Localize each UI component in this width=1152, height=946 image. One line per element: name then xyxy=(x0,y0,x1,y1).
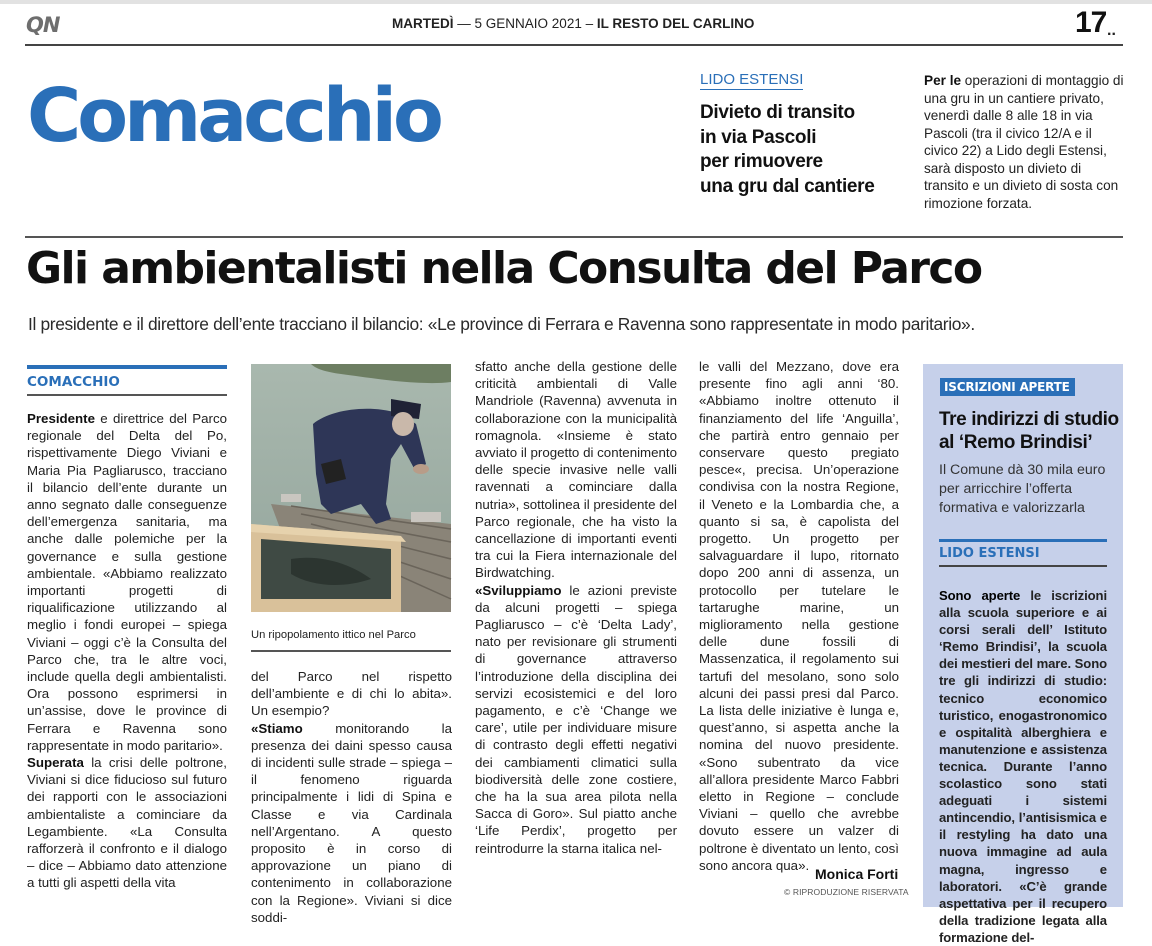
article-photo[interactable] xyxy=(251,364,451,612)
paragraph-text: la crisi delle poltrone, Viviani si dice fiducioso sul futuro dei rapporti con le associazioni ambientaliste a cominciare da Legambiente. «La Consulta rafforzerà il confronto e il dialogo – dice – Abbiamo dato attenzione a tutti gli aspetti della vita xyxy=(27,755,227,891)
brief-text: operazioni di montaggio di una gru in un cantiere privato, venerdì dalle 8 alle 18 in via Pascoli (tra il civico 12/A e il civico 22) a Lido degli Estensi, sarà disposto un divieto di transito e un divieto di sosta con rimozione forzata. xyxy=(924,73,1124,211)
paragraph xyxy=(699,358,899,874)
sidebar-kicker-label: LIDO ESTENSI xyxy=(939,546,1040,561)
article-column-3 xyxy=(475,358,677,857)
sidebar-subtitle: Il Comune dà 30 mila euro per arricchire l’offerta formativa e valorizzarla xyxy=(939,462,1106,516)
sidebar-title-line: al ‘Remo Brindisi’ xyxy=(939,432,1093,453)
dateline-sep2: – xyxy=(585,16,594,31)
paragraph xyxy=(251,668,452,720)
paragraph-lead: «Sviluppiamo xyxy=(475,582,562,598)
dateline-newspaper: IL RESTO DEL CARLINO xyxy=(596,16,755,31)
paragraph-lead: Presidente xyxy=(27,411,95,426)
paragraph-text: del Parco nel rispetto dell’ambiente e di chi lo abita». Un esempio? xyxy=(251,669,452,719)
paragraph xyxy=(27,410,227,754)
article-column-1 xyxy=(27,410,227,892)
paragraph xyxy=(475,358,677,582)
dateline-date: 5 GENNAIO 2021 xyxy=(474,16,582,31)
sidebar-tag: ISCRIZIONI APERTE xyxy=(940,378,1075,396)
kicker-bar-bottom xyxy=(27,394,227,396)
article-headline[interactable]: Gli ambientalisti nella Consulta del Parco xyxy=(26,243,982,294)
dateline-sep1: — xyxy=(457,16,471,31)
paragraph xyxy=(27,754,227,892)
sidebar-lead: Sono aperte xyxy=(939,588,1021,603)
photo-caption: Un ripopolamento ittico nel Parco xyxy=(251,629,416,641)
kicker-label: COMACCHIO xyxy=(27,374,120,390)
sidebar-text: le iscrizioni alla scuola superiore e ai corsi serali dell’ Istituto ‘Remo Brindisi’, la scuola dei mestieri del mare. Sono tre gli indirizzi di studio: tecnico economico turistico, enogastronomico e ospitalità alberghiera e manutenzione e assistenza tecnica. Durante l’anno scolastico sono stati adeguati i sistemi antincendio, l’antisismica e il restyling ha dato una nuova immagine ad aula magna, ingresso e laboratori. «C’è grande aspettativa per il recupero della tradizione legata alla formazione del- xyxy=(939,588,1107,945)
top-strip xyxy=(0,0,1152,4)
headline-divider xyxy=(25,236,1123,238)
dateline xyxy=(392,16,754,31)
paragraph xyxy=(475,582,677,857)
brief-title-line: per rimuovere xyxy=(700,151,823,172)
paragraph-text: e direttrice del Parco regionale del Delta del Po, rispettivamente Diego Viviani e Maria Pia Pagliarusco, tracciano il bilancio dell’ente durante un anno segnato dalle conseguenze dell’emergenza sanitaria, ma anche dalle polemiche per la governance e sulla gestione ambientale. «Abbiamo realizzato importanti progetti di riqualificazione utilizzando al meglio i fondi europei – spiega Viviani – oggi c’è la Consulta del Parco che, tra le altre voci, include quella degli ambientalisti. Ora possono esprimersi in un’assise, dove le province di Ferrara e Ravenna sono rappresentate in modo paritario». xyxy=(27,411,227,753)
paragraph xyxy=(251,720,452,926)
article-kicker xyxy=(27,365,227,396)
masthead-divider xyxy=(25,44,1123,46)
copyright-notice: © RIPRODUZIONE RISERVATA xyxy=(784,887,909,897)
paragraph-text: le valli del Mezzano, dove era presente fino agli anni ‘80. «Abbiamo inoltre ottenuto il finanziamento del life ‘Anguilla’, che partirà entro gennaio per conservare questo pregiato pesce«, precisa. Un’operazione condivisa con la nostra Regione, il Veneto e la Lombardia che, a quanto si sa, è capolista del progetto. Un progetto per salvaguardare il lupo, ritornato dopo 200 anni di assenza, un protocollo per tutelare le tartarughe marine, un miglioramento nella gestione delle dune fossili di Massenzatica, il regolamento sui tartufi del mesolano, sono solo alcuni dei passi presi dal Parco. La lista delle iniziative è lunga e, quest’anno, si aspetta anche la nomina del nuovo presidente. «Sono subentrato da vice all’allora presidente Marco Fabbri eletto in Regione – conclude Viviani – quello che avrebbe dovuto essere un valzer di poltrone è diventato un lento, così sono ancora qua». xyxy=(699,359,899,873)
sidebar-body xyxy=(939,587,1107,946)
brief-title-line: Divieto di transito xyxy=(700,102,855,123)
sidebar-kicker xyxy=(939,539,1107,567)
page-dots: .. xyxy=(1107,22,1116,39)
paragraph-text: sfatto anche della gestione delle criticità ambientali di Valle Mandriole (Ravenna) avvenuta in collaborazione con la municipalità romagnola. «Insieme è stato avviato il progetto di contenimento delle specie invasive nelle valli ravennati a cominciare dalla nutria», sottolinea il presidente del Parco regionale, che ha visto la cancellazione di importanti eventi tra cui la Fiera internazionale del Birdwatching. xyxy=(475,359,677,581)
brief-body xyxy=(924,72,1129,212)
photo-ranger-fish-tank xyxy=(251,364,451,612)
sidebar-kicker-bar-bottom xyxy=(939,565,1107,567)
brief-title[interactable] xyxy=(700,101,900,199)
brief-lead: Per le xyxy=(924,73,962,88)
brief-title-line: una gru dal cantiere xyxy=(700,175,875,197)
paragraph-lead: Superata xyxy=(27,755,84,771)
article-subheadline: Il presidente e il direttore dell’ente tracciano il bilancio: «Le province di Ferrara e Ravenna sono rappresentate in modo paritario». xyxy=(28,314,975,334)
article-byline: Monica Forti xyxy=(815,866,899,882)
paragraph-text: monitorando la presenza dei daini spesso causa di incidenti sulle strade – spiega – il fenomeno riguarda principalmente i lidi di Spina e Classe e via Cardinala nell’Argentano. A questo proposito è in corso di approvazione un piano di contenimento in collaborazione con la Regione». Viviani si dice soddi- xyxy=(251,720,452,925)
sidebar-title[interactable] xyxy=(939,408,1119,454)
sidebar-title-line: Tre indirizzi di studio xyxy=(939,409,1119,430)
brief-title-line: in via Pascoli xyxy=(700,126,817,148)
dateline-day: MARTEDÌ xyxy=(392,16,454,31)
article-column-4 xyxy=(699,358,899,874)
paragraph-text: le azioni previste da alcuni progetti – spiega Pagliarusco – c’è ‘Delta Lady’, nato per revisionare gli strumenti di governance attraverso l’introduzione della disciplina dei servizi ecosistemici e del loro pagamento, e c’è ‘Change we care’, utile per individuare misure di contrasto degli effetti negativi dei cambiamenti climatici sulla biodiversità delle zone costiere, che ha la sua area pilota nella Sacca di Goro». Sul piatto anche ‘Life Perdix’, progetto per reintrodurre la starna italica nel- xyxy=(475,582,677,856)
page-number: 17 xyxy=(1075,6,1107,39)
qn-logo: QN xyxy=(26,13,60,37)
article-column-2 xyxy=(251,668,452,926)
section-title: Comacchio xyxy=(27,73,440,159)
brief-kicker[interactable]: LIDO ESTENSI xyxy=(700,71,804,88)
caption-divider xyxy=(251,650,451,652)
paragraph-lead: «Stiamo xyxy=(251,720,303,736)
